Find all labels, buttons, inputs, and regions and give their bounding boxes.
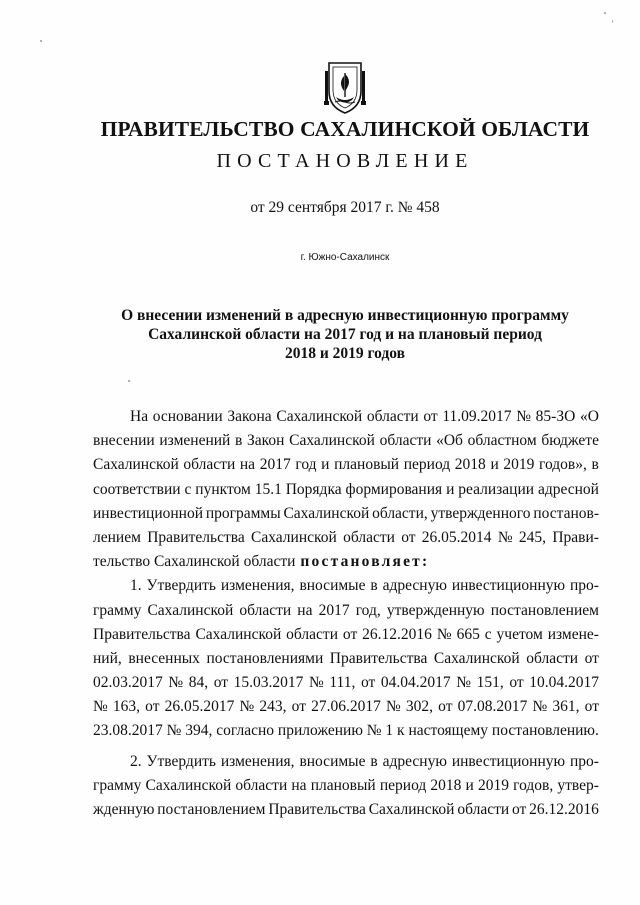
word: соответствии (93, 480, 181, 498)
word: и (321, 456, 330, 474)
word: инвестиционную (451, 752, 566, 770)
word: инвестиционную (451, 577, 566, 595)
word: № (456, 674, 471, 692)
word: Правительства (329, 649, 428, 667)
word: № (386, 698, 401, 716)
word: бюджете (541, 432, 599, 450)
item1-line (93, 671, 599, 695)
word: области (183, 456, 236, 474)
item2-line (93, 750, 599, 774)
word: внесении (93, 432, 155, 450)
word: годов», (539, 456, 587, 474)
word: Сахалинской (145, 776, 232, 794)
word: учетом (496, 625, 543, 643)
word: от (360, 674, 376, 692)
word: и (490, 456, 499, 474)
word: № (308, 674, 324, 692)
word: от (145, 698, 160, 716)
item1-line (93, 599, 599, 623)
scan-speck (604, 12, 606, 14)
word: 243, (259, 698, 287, 716)
word: период (403, 456, 451, 474)
word: от (584, 649, 599, 667)
word: Правительства (268, 801, 366, 818)
word: Сахалинской (251, 528, 337, 546)
word: 26.05.2014 (421, 528, 492, 546)
word: 11.09.2017 (442, 408, 512, 425)
word: Сахалинской (93, 456, 179, 474)
word: плановый (334, 456, 400, 474)
word: постановлением (490, 601, 599, 619)
preamble-line (93, 526, 599, 550)
document-city: г. Южно-Сахалинск (300, 252, 390, 263)
word: области (526, 649, 579, 667)
word: 111, (329, 674, 356, 692)
word: программы (205, 504, 281, 522)
document-subject (0, 306, 640, 363)
word: Порядка (285, 480, 342, 498)
item2-line (93, 774, 599, 798)
word: плановый (310, 776, 376, 794)
word: лением (93, 528, 141, 546)
word: внесенных (128, 649, 200, 667)
word: 361, (552, 698, 580, 716)
word: от (291, 698, 306, 716)
word: от (509, 674, 524, 692)
preamble-line (93, 453, 599, 477)
word: 84, (188, 674, 209, 692)
word: и (465, 776, 474, 794)
word: 302, (405, 698, 434, 716)
word: грамму (93, 601, 142, 619)
word: адресную (382, 752, 447, 770)
word: год, (355, 601, 381, 619)
word: области, (372, 504, 428, 522)
item1-line (93, 647, 599, 671)
word: области (235, 776, 288, 794)
word: от (401, 528, 416, 546)
word: про- (570, 752, 599, 770)
word: Правительства (93, 625, 191, 643)
word: 2017 (318, 601, 350, 619)
word: измене- (547, 625, 599, 643)
word: 27.06.2017 (311, 698, 381, 716)
word: 1. (130, 577, 142, 595)
document-date-number: от 29 сентября 2017 г. № 458 (250, 199, 440, 216)
word: 665 (456, 625, 480, 643)
word: «О (579, 408, 599, 425)
word: утвер- (557, 776, 599, 794)
word: реализации (458, 480, 535, 498)
word: 163, (112, 698, 141, 716)
organization-title: ПРАВИТЕЛЬСТВО САХАЛИНСКОЙ ОБЛАСТИ (100, 117, 590, 141)
word: «Об (436, 432, 463, 450)
word: 85-ЗО (535, 408, 576, 425)
word: период (379, 776, 427, 794)
word: в (370, 752, 378, 770)
word: области (457, 801, 510, 818)
word: изменений (159, 432, 231, 450)
word: вносимые (299, 752, 366, 770)
word: основании (152, 408, 223, 425)
document-body (93, 405, 599, 822)
word: утвержденного (430, 504, 531, 522)
word: 15.1 (254, 480, 282, 498)
subject-line: 2018 и 2019 годов (284, 345, 406, 362)
word: Сахалинской (195, 625, 282, 643)
word: на (297, 601, 313, 619)
word: Сахалинской (433, 649, 520, 667)
word: № (497, 528, 513, 546)
preamble-line-text: тельство Сахалинской области (93, 553, 296, 571)
word: изменения, (220, 752, 295, 770)
word: Сахалинской (283, 504, 370, 522)
scan-speck (128, 380, 130, 382)
word: № (436, 625, 452, 643)
subject-line: Сахалинской области на 2017 год и на плановый период (148, 326, 542, 343)
word: № (168, 674, 184, 692)
item1-line (93, 623, 599, 647)
scan-speck (612, 20, 613, 23)
word: 04.04.2017 (380, 674, 451, 692)
document-type: ПОСТАНОВЛЕНИЕ (216, 150, 474, 172)
word: Утвердить (146, 577, 216, 595)
word: год (295, 456, 317, 474)
word: № (93, 698, 108, 716)
word: 2019 (503, 456, 535, 474)
word: Сахалинской (276, 408, 363, 425)
word: постановлениями (206, 649, 324, 667)
word: Закон (247, 432, 285, 450)
word: и (446, 480, 455, 498)
word: № (239, 698, 255, 716)
item1-line: 23.08.2017 № 394, согласно приложению № 1 к настоящему постановлению. (93, 722, 599, 740)
word: пунктом (195, 480, 251, 498)
word: ний, (93, 649, 122, 667)
word: вносимые (299, 577, 366, 595)
word: адресную (382, 577, 447, 595)
word: Прави- (552, 528, 599, 546)
word: Сахалинской (147, 601, 234, 619)
word: № (532, 698, 548, 716)
word: на (291, 776, 307, 794)
word: 2018 (430, 776, 462, 794)
word: годов, (513, 776, 554, 794)
word: 2017 (259, 456, 291, 474)
word: адресной (537, 480, 599, 498)
word: 26.05.2017 (164, 698, 235, 716)
word: в (370, 577, 378, 595)
preamble-line (93, 429, 599, 453)
word: на (239, 456, 256, 474)
word: от (512, 801, 527, 818)
word: области (286, 625, 338, 643)
word: грамму (93, 776, 142, 794)
word: в (591, 456, 599, 474)
word: формирования (345, 480, 443, 498)
word: инвестиционной (93, 504, 204, 522)
word: постановлением (157, 801, 266, 818)
word: областном (467, 432, 537, 450)
word: 2018 (454, 456, 486, 474)
word: в (235, 432, 243, 450)
item1-line (93, 695, 599, 719)
word: от (342, 625, 358, 643)
resolves-word: постановляет: (300, 553, 430, 571)
word: 15.03.2017 (233, 674, 304, 692)
scan-speck (40, 40, 42, 42)
word: 2019 (477, 776, 509, 794)
word: области (239, 601, 292, 619)
word: Сахалинской (368, 801, 455, 818)
word: Закона (227, 408, 272, 425)
word: от (213, 674, 229, 692)
word: 245, (518, 528, 547, 546)
word: На (130, 408, 149, 425)
word: постанов- (533, 504, 599, 522)
item2-line (93, 798, 599, 822)
word: от (438, 698, 453, 716)
word: 2. (130, 752, 142, 770)
word: Сахалинской (289, 432, 375, 450)
word: 26.12.2016 (362, 625, 432, 643)
word: 26.12.2016 (529, 801, 599, 818)
word: с (484, 625, 492, 643)
word: области (379, 432, 432, 450)
item1-line (93, 574, 599, 598)
word: с (184, 480, 192, 498)
word: 02.03.2017 (93, 674, 163, 692)
word: изменения, (220, 577, 295, 595)
word: Правительства (147, 528, 245, 546)
word: области (343, 528, 395, 546)
word: от (584, 698, 599, 716)
word: про- (570, 577, 599, 595)
word: № (516, 408, 531, 425)
word: утвержденную (386, 601, 485, 619)
word: от (423, 408, 438, 425)
word: 10.04.2017 (529, 674, 599, 692)
preamble-line (93, 478, 599, 502)
sakhalin-coat-of-arms-icon (323, 61, 367, 115)
word: области (366, 408, 419, 425)
preamble-line (93, 550, 599, 574)
word: Утвердить (146, 752, 216, 770)
subject-line: О внесении изменений в адресную инвестиционную программу (121, 307, 569, 324)
word: жденную (93, 801, 155, 818)
word: 07.08.2017 (457, 698, 528, 716)
preamble-line (93, 502, 599, 526)
preamble-line (93, 405, 599, 429)
word: 151, (476, 674, 504, 692)
